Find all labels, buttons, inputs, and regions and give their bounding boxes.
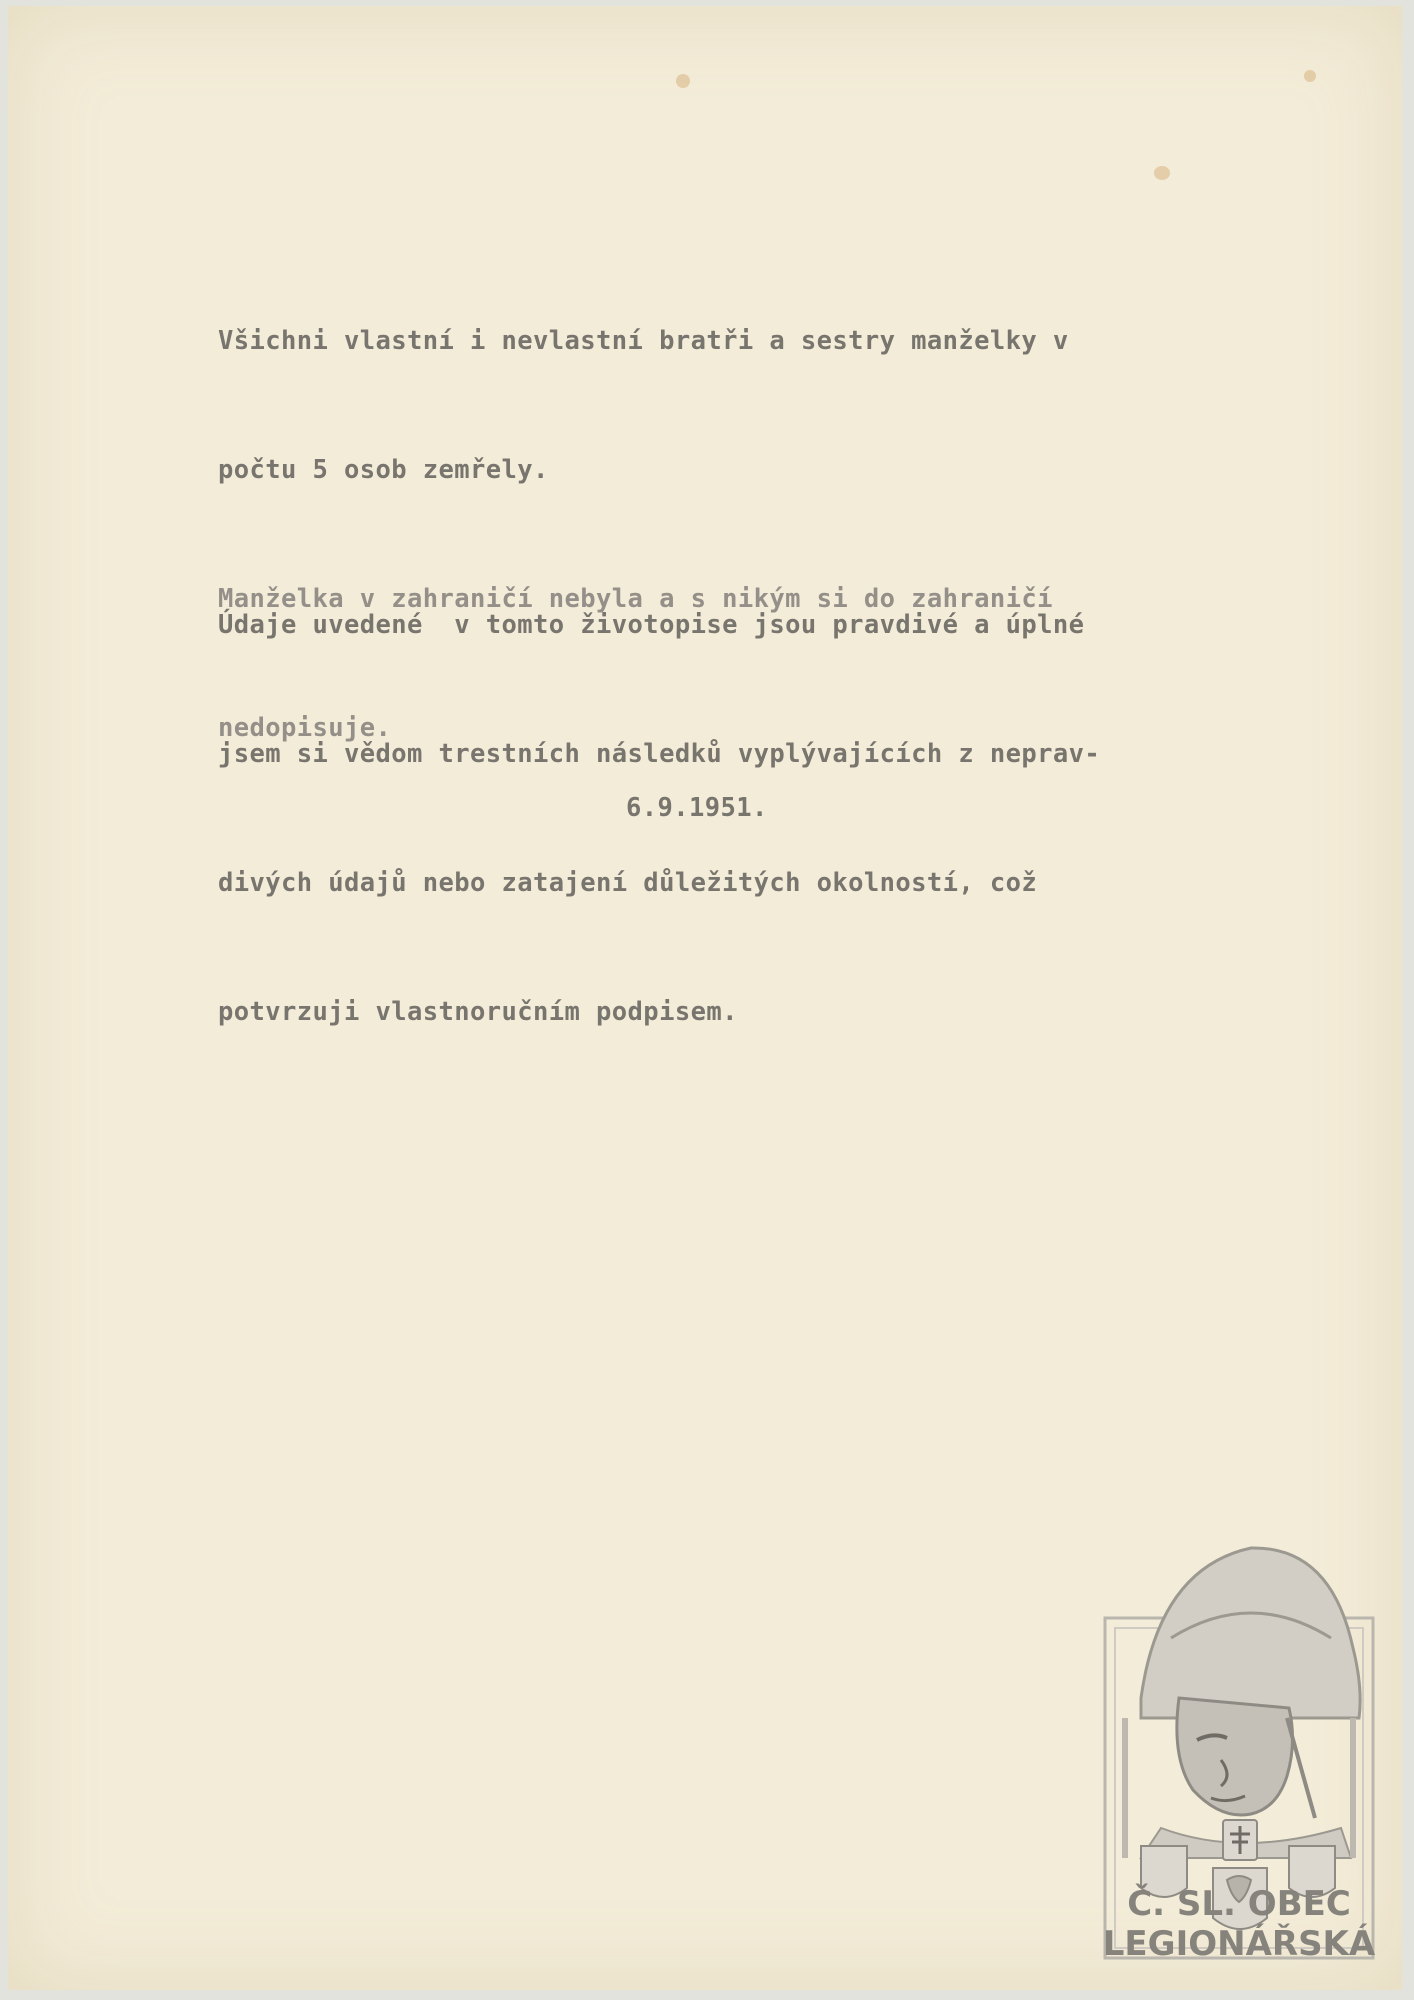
logo-text-line1: Č. SL. OBEC <box>1127 1884 1351 1924</box>
stain-spot <box>1304 70 1316 82</box>
text-line: Všichni vlastní i nevlastní bratři a sestry manželky v <box>218 326 1069 356</box>
text-line: nedopisuje. <box>218 713 392 743</box>
text-line: Údaje uvedené v tomto životopise jsou pravdivé a úplné <box>218 610 1085 640</box>
text-line: potvrzuji vlastnoručním podpisem. <box>218 997 738 1027</box>
logo-text-line2: LEGIONÁŘSKÁ <box>1102 1924 1376 1964</box>
text-line: Manželka v zahraničí nebyla a s nikým si do zahraničí <box>218 584 1053 614</box>
text-line: jsem si vědom trestních následků vyplývajících z neprav- <box>218 739 1101 769</box>
text-line: divých údajů nebo zatajení důležitých okolností, což <box>218 868 1038 898</box>
document-date: 6.9.1951. <box>626 793 768 823</box>
soldier-face-icon <box>1177 1698 1293 1815</box>
helmet-icon <box>1141 1548 1360 1718</box>
text-line: počtu 5 osob zemřely. <box>218 455 549 485</box>
stain-spot <box>1154 166 1170 180</box>
stain-spot <box>676 74 690 88</box>
